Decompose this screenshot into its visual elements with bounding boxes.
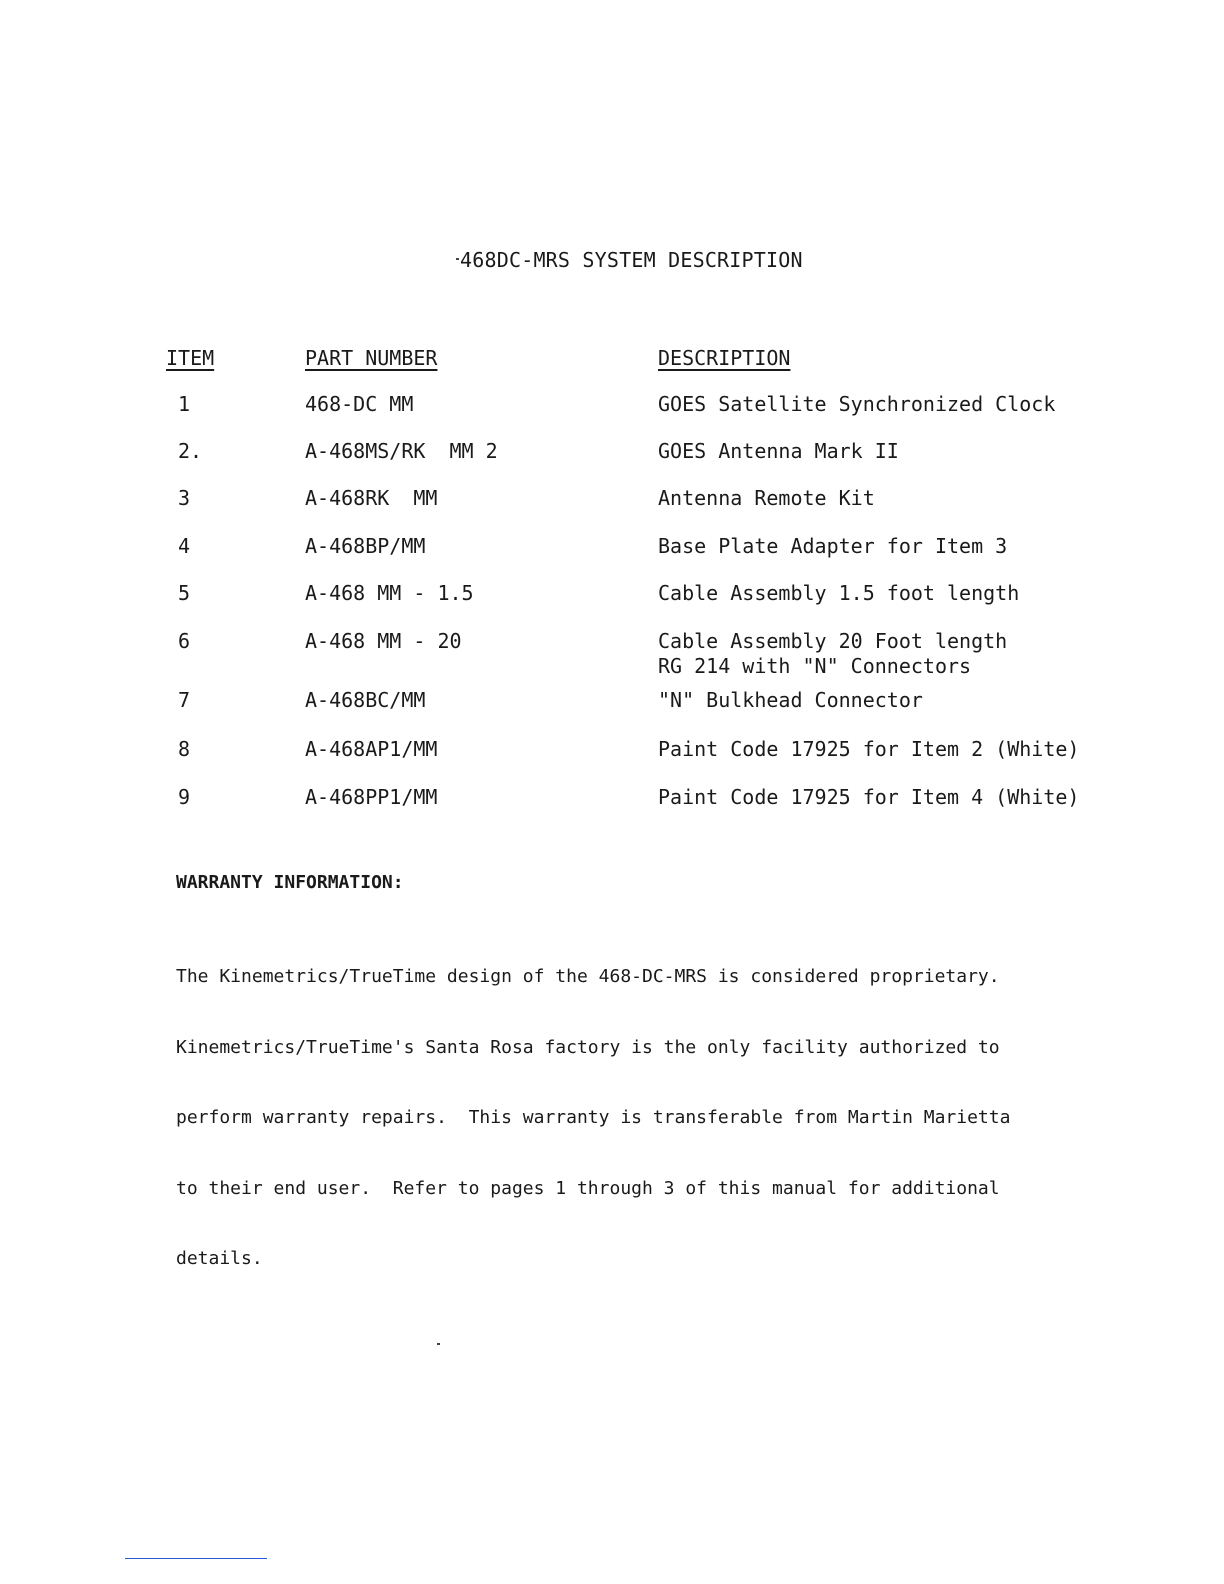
description-line: Cable Assembly 1.5 foot length xyxy=(658,581,1020,605)
table-row xyxy=(0,629,1224,677)
description xyxy=(658,392,1055,417)
description-line: Paint Code 17925 for Item 2 (White) xyxy=(658,737,1080,761)
part-number: A-468 MM - 20 xyxy=(305,629,462,653)
warranty-line: details. xyxy=(176,1248,263,1269)
part-number: A-468 MM - 1.5 xyxy=(305,581,474,605)
table-row xyxy=(0,581,1224,629)
description-line: "N" Bulkhead Connector xyxy=(658,688,923,712)
description-line: Cable Assembly 20 Foot length xyxy=(658,629,1008,653)
part-number: A-468RK MM xyxy=(305,486,438,510)
description-line: RG 214 with "N" Connectors xyxy=(658,654,972,678)
part-number: A-468MS/RK MM 2 xyxy=(305,439,498,463)
description xyxy=(658,439,899,464)
warranty-line: perform warranty repairs. This warranty is transferable from Martin Marietta xyxy=(176,1107,1011,1128)
description xyxy=(658,737,1079,762)
item-number: 9 xyxy=(178,785,191,809)
table-row xyxy=(0,737,1224,785)
part-number: A-468BC/MM xyxy=(305,688,426,712)
table-row xyxy=(0,785,1224,833)
description xyxy=(658,688,923,713)
description xyxy=(658,486,875,511)
warranty-text xyxy=(176,918,1010,1318)
column-header-part-number: PART NUMBER xyxy=(305,346,438,370)
description-line: GOES Antenna Mark II xyxy=(658,439,899,463)
part-number: A-468PP1/MM xyxy=(305,785,438,809)
page-title: 468DC-MRS SYSTEM DESCRIPTION xyxy=(460,248,803,272)
item-number: 4 xyxy=(178,534,191,558)
warranty-heading: WARRANTY INFORMATION: xyxy=(176,872,404,893)
description-line: Paint Code 17925 for Item 4 (White) xyxy=(658,785,1080,809)
column-header-item: ITEM xyxy=(166,346,215,370)
scan-speck xyxy=(437,1343,440,1345)
item-number: 7 xyxy=(178,688,191,712)
warranty-line: Kinemetrics/TrueTime's Santa Rosa factory is the only facility authorized to xyxy=(176,1036,1000,1058)
table-row xyxy=(0,439,1224,487)
table-row xyxy=(0,688,1224,736)
description-line: Antenna Remote Kit xyxy=(658,486,875,510)
scan-speck xyxy=(456,258,459,260)
warranty-line: The Kinemetrics/TrueTime design of the 468-DC-MRS is considered proprietary. xyxy=(176,966,1000,987)
part-number: A-468AP1/MM xyxy=(305,737,438,761)
description xyxy=(658,629,1007,679)
description xyxy=(658,785,1079,810)
description xyxy=(658,581,1019,606)
item-number: 1 xyxy=(178,392,191,416)
table-row xyxy=(0,392,1224,440)
bottom-rule xyxy=(125,1558,267,1559)
item-number: 8 xyxy=(178,737,191,761)
description xyxy=(658,534,1007,559)
item-number: 2. xyxy=(178,439,203,463)
item-number: 3 xyxy=(178,486,191,510)
table-row xyxy=(0,486,1224,534)
column-header-description: DESCRIPTION xyxy=(658,346,791,370)
description-line: Base Plate Adapter for Item 3 xyxy=(658,534,1008,558)
warranty-line: to their end user. Refer to pages 1 through 3 of this manual for additional xyxy=(176,1177,1000,1199)
table-row xyxy=(0,534,1224,582)
part-number: A-468BP/MM xyxy=(305,534,426,558)
description-line: GOES Satellite Synchronized Clock xyxy=(658,392,1056,416)
item-number: 6 xyxy=(178,629,191,653)
item-number: 5 xyxy=(178,581,191,605)
part-number: 468-DC MM xyxy=(305,392,414,416)
